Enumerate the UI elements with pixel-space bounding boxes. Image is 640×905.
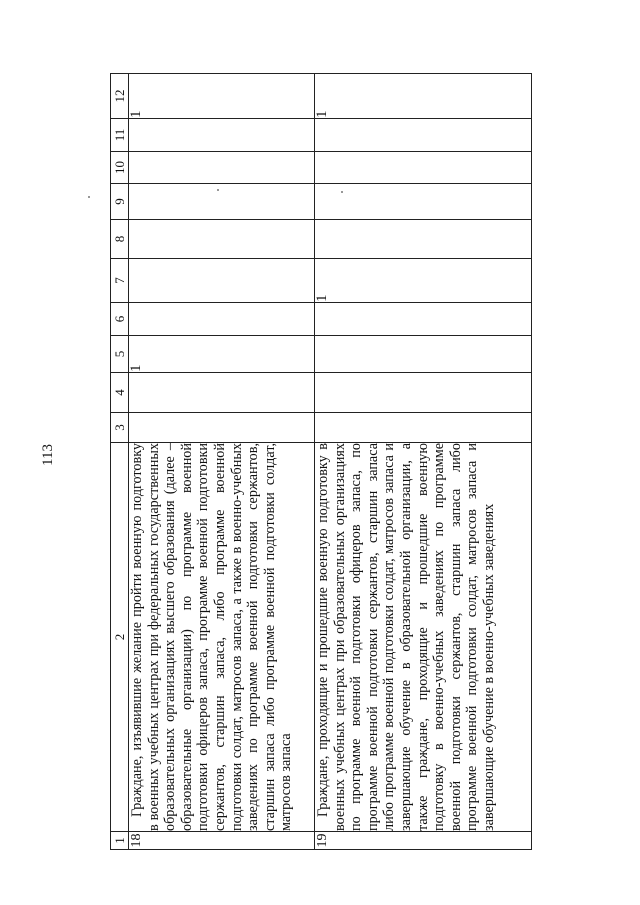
column-header: 4 [111,373,129,413]
rotated-table-wrapper [110,74,532,850]
row-description: Граждане, изъявившие желание пройти военную подготовку в военных учебных центрах при федеральных государственных образовательных организациях высшего образования (далее – образовательные организации) по программе военной подготовки офицеров запаса, программе военной подготовки сержантов, старшин запаса, либо программе военной подготовки солдат, матросов запаса, а также в военно-учебных заведениях по программе военной подготовки сержантов, старшин запаса либо программе военной подготовки солдат, матросов запаса [129,443,315,832]
column-header: 8 [111,220,129,259]
column-header: 1 [111,832,129,850]
row-mark [129,220,315,259]
row-mark [315,220,532,259]
row-number: 18 [129,832,315,850]
column-header: 5 [111,336,129,373]
row-mark [315,413,532,443]
row-mark [315,119,532,152]
row-mark: 1 [129,336,315,373]
row-mark [129,184,315,220]
row-description: Граждане, проходящие и прошедшие военную подготовку в военных учебных центрах при образовательных организациях по программе военной подготовки офицеров запаса, по программе военной подготовки сержантов, старшин запаса либо программе военной подготовки солдат, матросов запаса и завершающие обучение в образовательной организации, а также граждане, проходящие и прошедшие военную подготовку в военно-учебных заведениях по программе военной подготовки сержантов, старшин запаса либо программе военной подготовки солдат, матросов запаса и завершающие обучение в военно-учебных заведениях [315,443,532,832]
table-row [315,74,532,850]
row-mark: 1 [129,74,315,119]
row-mark: 1 [315,259,532,303]
column-header: 2 [111,443,129,832]
scan-speck [341,191,343,193]
row-mark [315,373,532,413]
row-mark [315,184,532,220]
table-row [129,74,315,850]
document-table [110,73,532,850]
scan-speck [217,189,219,191]
column-header: 9 [111,184,129,220]
row-mark [129,259,315,303]
row-mark: 1 [315,74,532,119]
column-header: 10 [111,152,129,184]
row-mark [129,119,315,152]
column-header: 12 [111,74,129,119]
row-mark [129,373,315,413]
column-header: 7 [111,259,129,303]
row-mark [129,413,315,443]
column-header: 11 [111,119,129,152]
row-mark [129,303,315,336]
row-mark [315,336,532,373]
column-header: 6 [111,303,129,336]
row-number: 19 [315,832,532,850]
scan-speck [88,196,90,198]
page-number: 113 [40,444,56,466]
row-mark [315,152,532,184]
row-mark [129,152,315,184]
header-row [111,74,129,850]
row-mark [315,303,532,336]
column-header: 3 [111,413,129,443]
